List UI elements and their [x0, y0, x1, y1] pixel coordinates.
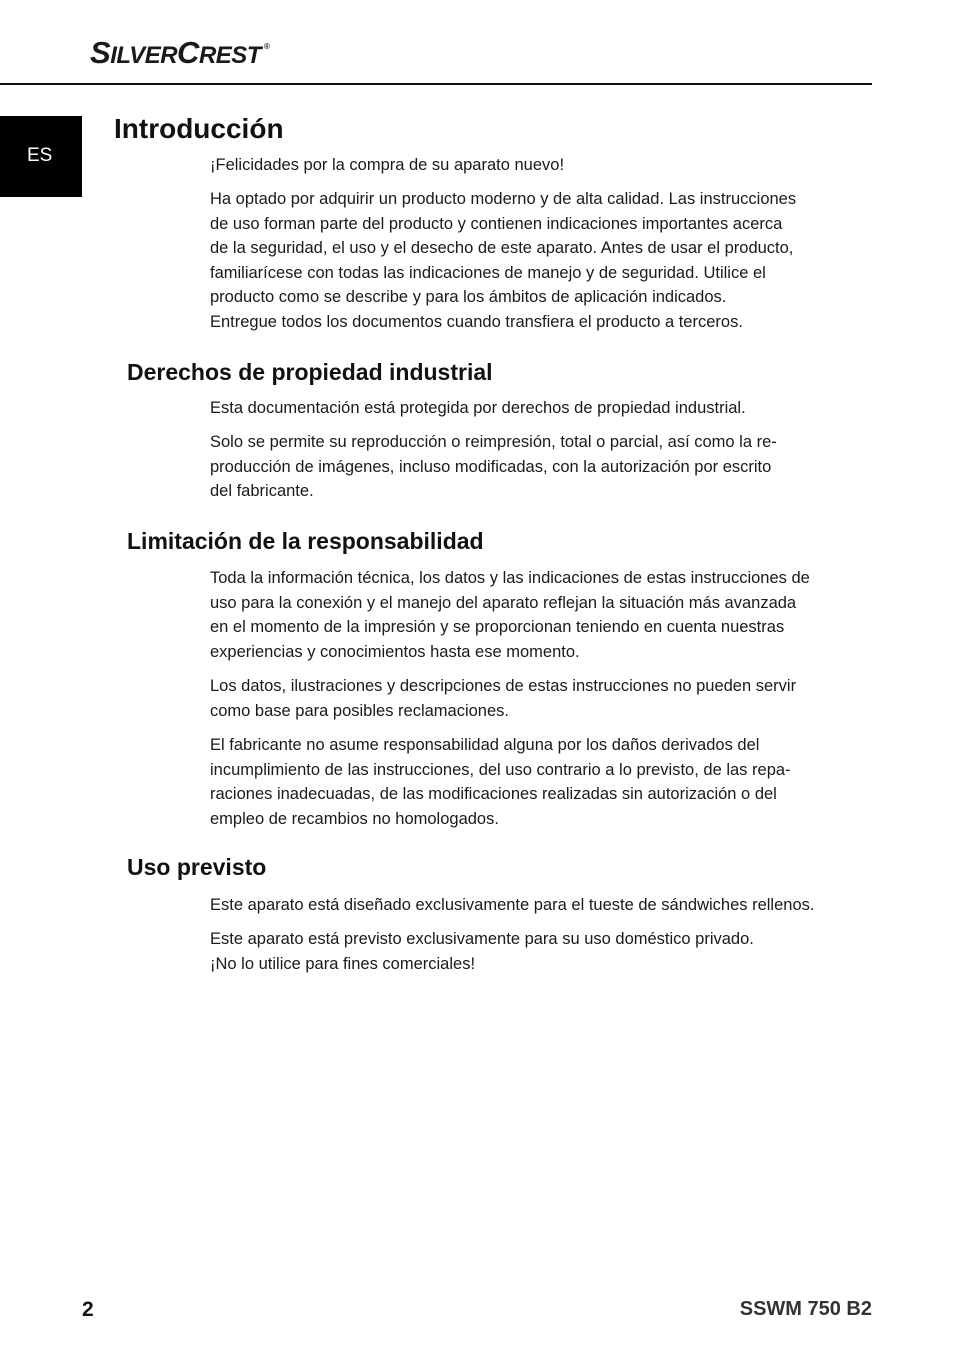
uso-paragraph-2 — [210, 927, 850, 976]
derechos-paragraph-1 — [210, 396, 850, 421]
derechos-paragraph-2 — [210, 430, 850, 504]
brand-logo — [90, 37, 269, 68]
section-title-derechos: Derechos de propiedad industrial — [127, 359, 493, 385]
text-line: Los datos, ilustraciones y descripciones de estas instrucciones no pueden servir — [210, 677, 797, 695]
section-title-introduccion: Introducción — [114, 113, 284, 144]
registered-mark: ® — [263, 42, 270, 51]
text-line: producto como se describe y para los ámbitos de aplicación indicados. — [210, 288, 727, 307]
text-line: raciones inadecuadas, de las modificaciones realizadas sin autorización o del — [210, 785, 777, 804]
header-divider — [0, 83, 872, 85]
text-line: incumplimiento de las instrucciones, del uso contrario a lo previsto, de las repa- — [210, 760, 791, 779]
text-line: Solo se permite su reproducción o reimpresión, total o parcial, así como la re- — [210, 433, 777, 451]
text-line: El fabricante no asume responsabilidad alguna por los daños derivados del — [210, 736, 760, 754]
text-line: familiarícese con todas las indicaciones de manejo y de seguridad. Utilice el — [210, 263, 766, 282]
text-line: Esta documentación está protegida por derechos de propiedad industrial. — [210, 399, 746, 417]
text-line: Ha optado por adquirir un producto moderno y de alta calidad. Las instrucciones — [210, 190, 797, 208]
text-line: Toda la información técnica, los datos y las indicaciones de estas instrucciones de — [210, 569, 810, 587]
limitacion-paragraph-3 — [210, 733, 850, 831]
text-line: de la seguridad, el uso y el desecho de este aparato. Antes de usar el producto, — [210, 239, 794, 258]
brand-rest: REST — [198, 42, 261, 69]
uso-paragraph-1 — [210, 893, 850, 918]
text-line: ¡No lo utilice para fines comerciales! — [210, 954, 476, 973]
text-line: Este aparato está diseñado exclusivamente para el tueste de sándwiches rellenos. — [210, 896, 815, 914]
text-line: ¡Felicidades por la compra de su aparato nuevo! — [210, 156, 565, 174]
section-title-limitacion: Limitación de la responsabilidad — [127, 528, 484, 554]
text-line: de uso forman parte del producto y contienen indicaciones importantes acerca — [210, 214, 783, 233]
brand-ilver: ILVER — [110, 42, 178, 69]
text-line: Entregue todos los documentos cuando transfiera el producto a terceros. — [210, 312, 743, 331]
text-line: empleo de recambios no homologados. — [210, 809, 499, 828]
intro-paragraph-2 — [210, 187, 850, 335]
text-line: experiencias y conocimientos hasta ese momento. — [210, 642, 580, 661]
text-line: Este aparato está previsto exclusivamente para su uso doméstico privado. — [210, 930, 754, 948]
text-line: en el momento de la impresión y se proporcionan teniendo en cuenta nuestras — [210, 618, 785, 637]
intro-paragraph-1 — [210, 153, 850, 178]
section-title-uso-previsto: Uso previsto — [127, 854, 267, 880]
language-tab-label: ES — [27, 145, 53, 166]
limitacion-paragraph-1 — [210, 566, 850, 664]
brand-initial-c: C — [177, 35, 199, 70]
text-line: uso para la conexión y el manejo del aparato reflejan la situación más avanzada — [210, 593, 797, 612]
text-line: del fabricante. — [210, 482, 314, 501]
page-number: 2 — [82, 1298, 94, 1321]
model-number: SSWM 750 B2 — [739, 1298, 872, 1320]
brand-initial-s: S — [90, 35, 111, 70]
language-tab — [0, 116, 82, 197]
text-line: como base para posibles reclamaciones. — [210, 701, 509, 720]
limitacion-paragraph-2 — [210, 674, 850, 723]
text-line: producción de imágenes, incluso modificadas, con la autorización por escrito — [210, 457, 772, 476]
